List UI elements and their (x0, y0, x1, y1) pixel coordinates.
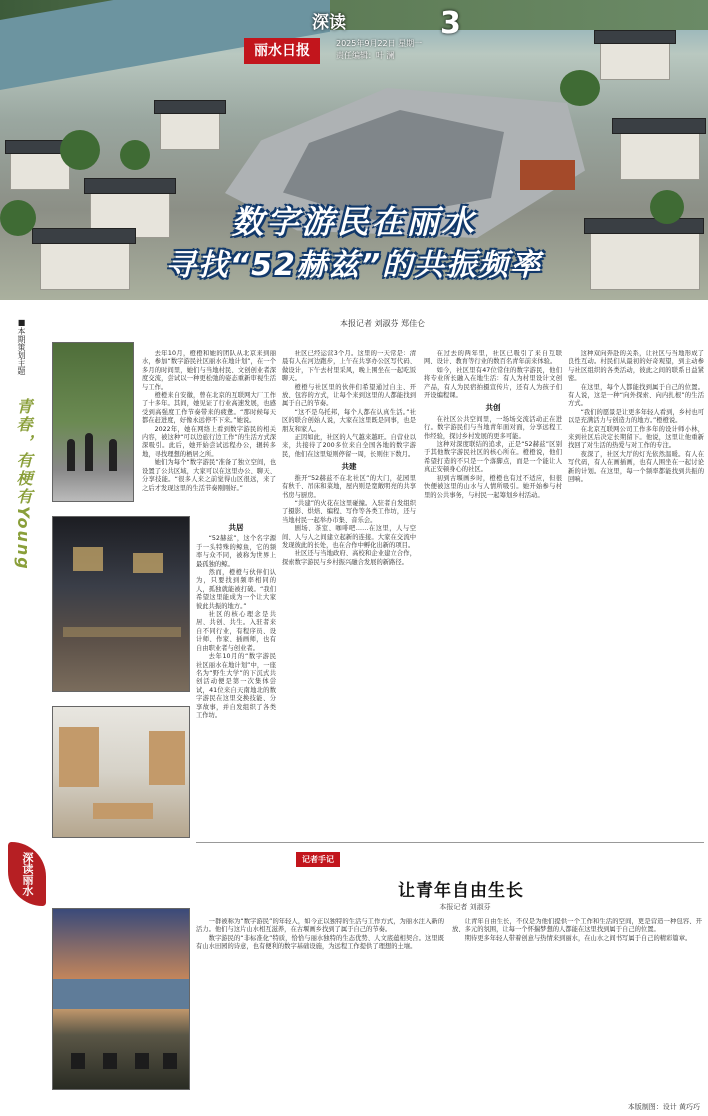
paragraph: “共建”的火花在这里碰撞。入驻者自发组织了摄影、烘焙、编程、写作等各类工作坊，还与当地村民一起举办市集、音乐会。 (282, 499, 416, 524)
paragraph: 在社区公共空间里，一场场交流活动正在进行。数字游民们与当地青年面对面，分享远程工作经验，探讨乡村发展的更多可能。 (424, 415, 562, 440)
slogan: 青春，有梗有Young (14, 398, 33, 571)
person-figure (109, 439, 117, 471)
paragraph: 推开“52赫兹不在北社区”的大门，花园里有秋千、吊床和菜地，屋内则是宽敞明亮的共享书房与厨房。 (282, 474, 416, 499)
paragraph: 在这里，每个人都能找到属于自己的位置。有人说，这是一种“向外探索、向内扎根”的生活方式。 (568, 383, 704, 408)
paragraph: 在过去的两年里，社区已吸引了来自互联网、设计、教育等行业的数百名青年前来体验。 (424, 350, 562, 366)
divider (196, 842, 704, 843)
paragraph: 去年10月的“数字游民社区丽水在地计划”中，一座名为“野生大学”的下沉式共创活动便是第一次集体尝试，41位来自天南地北的数字游民在这里交换技能、分享故事，并自发组织了各类工作坊。 (196, 653, 276, 719)
paragraph: 如今，社区里有47位常住的数字游民，他们将专业所长融入在地生活：有人为村里设计文创产品，有人为民宿拍摄宣传片，还有人为孩子们开设编程课。 (424, 366, 562, 400)
paragraph: 期待更多年轻人带着创意与热情来到丽水，在山水之间书写属于自己的精彩篇章。 (464, 934, 692, 942)
paragraph: 数字游民的“非标准化”特质，恰恰与丽水独特的生态优势、人文底蕴相契合。这里既有山水田园的诗意，也有便利的数字基础设施，为远程工作提供了理想的土壤。 (196, 934, 444, 951)
paragraph: 橙橙与社区里的伙伴们希望通过自主、开放、包容的方式，让每个来到这里的人都能找到属于自己的节奏。 (282, 383, 416, 408)
section-label: 深读 (312, 13, 346, 33)
photo-courtyard-night (52, 516, 190, 692)
article-column-2 (282, 350, 416, 820)
chair (103, 1053, 117, 1069)
issue-date: 2025年9月22日 星期一 (336, 39, 423, 48)
paragraph: 她们为每个“数字游民”准备了独立空间，也设置了公共区域，大家可以在这里办公、聊天、分享技能。“很多人来之前觉得山区很远，来了之后才发现这里的生活节奏刚刚好。” (142, 459, 276, 492)
tree (120, 140, 150, 170)
paragraph: 社区的核心理念是共居、共创、共生。入驻者来自不同行业，有程序员、设计师、作家、插画师，也有自由职业者与创业者。 (196, 611, 276, 652)
roof (154, 100, 226, 114)
paragraph: 社区还与当地政府、高校和企业建立合作，探索数字游民与乡村振兴融合发展的新路径。 (282, 550, 416, 566)
paragraph: 2022年，她在网络上看到数字游民的相关内容，被这种“可以边旅行边工作”的生活方式深深吸引。此后，她开始尝试远程办公，辗转多地，寻找理想的栖居之所。 (142, 425, 276, 458)
paragraph: 让青年自由生长，不仅是为他们提供一个工作和生活的空间，更是营造一种包容、开放、多元的氛围，让每一个怀揣梦想的人都能在这里找到属于自己的位置。 (452, 918, 702, 934)
paragraph: 正因如此，社区的人气越来越旺。自营业以来，共接待了200多位来自全国各地的数字游民，他们在这里短则停留一周，长则住下数月。 (282, 434, 416, 458)
house (600, 40, 670, 80)
notes-title: 让青年自由生长 (398, 881, 524, 901)
column-stamp: 深读丽水 (8, 842, 46, 906)
byline: 本报记者 刘淑芬 郑佳仑 (340, 319, 426, 328)
house (160, 110, 220, 150)
notes-author: 本报记者 刘淑芬 (439, 903, 491, 911)
chair (163, 1053, 177, 1069)
headline-line1: 数字游民在丽水 (231, 203, 477, 241)
notes-tag: 记者手记 (296, 852, 340, 867)
photo-library-interior (52, 706, 190, 838)
paragraph: 剧场、茶室、咖啡吧……在这里，人与空间、人与人之间建立起新的连接。大家在交流中发现彼此的长处，也在合作中孵化出新的项目。 (282, 525, 416, 549)
paragraph: 在北京互联网公司工作多年的设计师小林，来到社区后决定长期留下。他说，这里让他重新找回了对生活的热爱与对工作的专注。 (568, 425, 704, 450)
ground-light (63, 627, 181, 637)
photo-outdoor-people (52, 342, 134, 502)
page-number: 3 (440, 6, 461, 41)
paragraph: “这不是乌托邦，每个人都在认真生活。”社区的联合创始人说，大家在这里既是同事，也是朋友和家人。 (282, 408, 416, 433)
bookshelf (59, 727, 99, 787)
article-column-4 (568, 350, 704, 820)
planner-label: ■本期策划主题 (17, 318, 26, 375)
tree (560, 70, 600, 106)
headline-line2: 寻找“52赫兹”的共振频率 (165, 248, 543, 283)
river-view (53, 979, 190, 1009)
paragraph: 这种双向奔赴的关系，让社区与当地形成了良性互动。村民们从最初的好奇观望，到主动参与社区组织的各类活动，彼此之间的联系日益紧密。 (568, 350, 704, 383)
subhead-gongchuang: 共创 (485, 403, 501, 413)
rusty-annex (520, 160, 575, 190)
tree (60, 130, 100, 170)
sidebar (0, 318, 44, 698)
paragraph: 初到古堰画乡时，橙橙也有过不适应，但很快便被这里的山水与人情所吸引。她开始参与村里的公共事务，与村民一起筹划乡村活动。 (424, 474, 562, 499)
paragraph: 一群被称为“数字游民”的年轻人，如今正以独特的生活与工作方式，为丽水注入新的活力。他们与这片山水相互滋养，在古堰画乡找到了属于自己的节奏。 (196, 918, 444, 934)
roof (612, 118, 706, 134)
article-column-3 (424, 350, 562, 820)
paragraph: 去年10月，橙橙和她的团队从北京来到丽水，参加“数字游民社区丽水在地计划”，在一个多月的时间里，她们与当地村民、文创创业者深度交流，尝试以一种更松弛的姿态重新审视生活与工作。 (142, 350, 276, 391)
subhead-gongju: 共居 (228, 523, 244, 532)
issue-date-block (336, 38, 422, 62)
notes-column-2 (452, 918, 702, 1090)
paragraph: “52赫兹”，这个名字源于一头特殊的鲸鱼，它的频率与众不同，被称为世界上最孤独的鲸。 (196, 535, 276, 568)
person-figure (85, 433, 93, 471)
subhead-gongjian: 共建 (341, 462, 357, 472)
chair (135, 1053, 149, 1069)
house (620, 130, 700, 180)
photo-sunset-terrace (52, 908, 190, 1090)
roof (594, 30, 676, 44)
hero-aerial-photo (0, 0, 708, 300)
paragraph: 这种对深度联结的追求，正是“52赫兹”区别于其他数字游民社区的核心所在。橙橙说，他们希望打造的不只是一个落脚点，而是一个能让人真正安顿身心的社区。 (424, 441, 562, 474)
headline (0, 200, 708, 288)
footer-credit: 本版制图：设计 黄巧巧 (627, 1103, 700, 1111)
window-light (133, 553, 163, 573)
paragraph: 然而，橙橙与伙伴们认为，只要找到频率相同的人，孤独就能被打破。“我们希望这里能成为一个让大家彼此共振的地方。” (196, 569, 276, 610)
paragraph: 橙橙来自安徽，曾在北京的互联网大厂工作了十多年。其间，她见证了行业高速发展，也感受到高强度工作节奏带来的疲惫。“那时候每天都在赶进度，好像永远停不下来。”她说。 (142, 392, 276, 425)
bookshelf (149, 731, 185, 785)
editor-credit: 责任编辑：叶 澜 (336, 51, 395, 60)
table (93, 803, 153, 819)
masthead-logo: 丽水日报 (244, 38, 320, 64)
article-column-1 (142, 350, 276, 515)
article-column-1b (196, 520, 276, 820)
notes-column-1 (196, 918, 444, 1090)
paragraph: 夜深了，社区大厅的灯光依然温暖。有人在写代码，有人在画插画，也有人围坐在一起讨论新的计划。在这里，每一个频率都能找到共振的回响。 (568, 450, 704, 484)
chair (71, 1053, 85, 1069)
paragraph: 社区已经运营3个月。这里的一天常是：清晨有人在河边跑步，上午在共享办公区写代码、做设计，下午去村里采风，晚上围坐在一起吃饭聊天。 (282, 350, 416, 383)
person-figure (67, 439, 75, 471)
paragraph: “我们的愿景是让更多年轻人看到，乡村也可以是充满活力与创造力的地方。”橙橙说。 (568, 408, 704, 425)
window-light (73, 547, 103, 571)
roof (84, 178, 176, 194)
